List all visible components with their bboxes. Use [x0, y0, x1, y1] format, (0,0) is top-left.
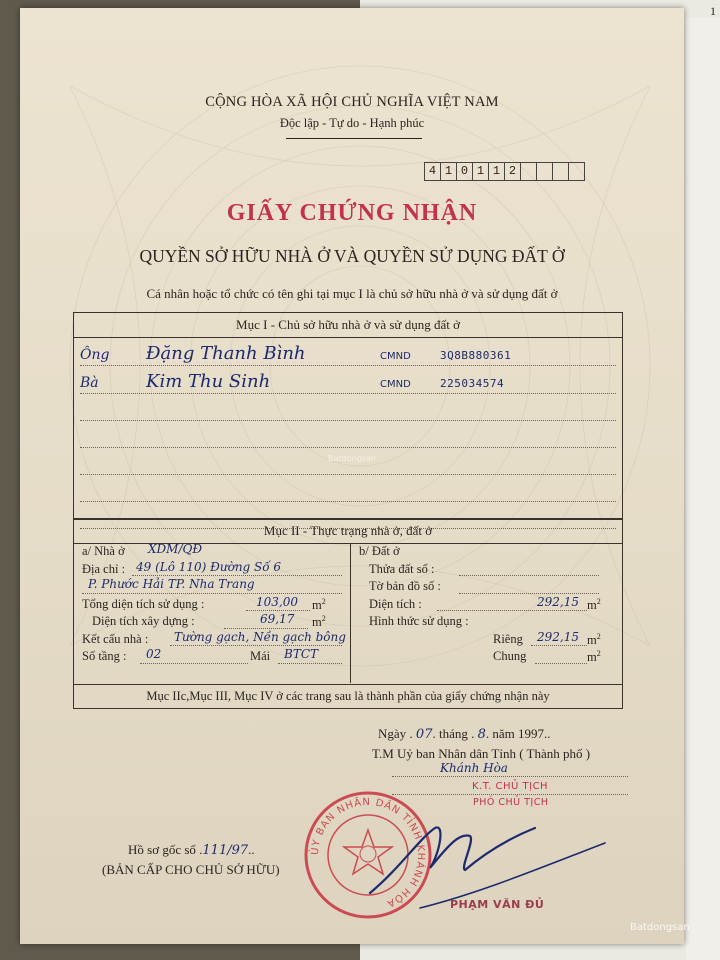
certificate-title: GIẤY CHỨNG NHẬN — [226, 200, 478, 226]
day-label: Ngày — [378, 726, 407, 741]
issue-day: 07 — [415, 727, 433, 742]
total-area-value: 103,00 — [256, 594, 298, 609]
watermark-center: Batdongsan — [328, 454, 376, 463]
file-value: 111/97 — [202, 843, 249, 858]
section-continuation-note: Mục IIc,Mục III, Mục IV ở các trang sau là thành phần của giấy chứng nhận này — [73, 684, 623, 709]
address-label: Địa chỉ : — [82, 561, 126, 576]
roof-value: BTCT — [284, 647, 319, 661]
land-unit: m — [587, 597, 597, 612]
owner-name: Kim Thu Sinh — [146, 371, 271, 392]
floors-value: 02 — [146, 647, 162, 661]
blank-line — [80, 475, 616, 502]
roof-label: Mái — [250, 649, 271, 663]
section-owners — [73, 312, 623, 520]
certificate-page — [20, 8, 684, 944]
section-property — [73, 518, 623, 685]
built-area-label: Diện tích xây dựng : — [92, 614, 195, 628]
serial-cell: 1 — [472, 162, 489, 181]
built-area-value: 69,17 — [260, 612, 295, 626]
signatory-title: PHÓ CHỦ TỊCH — [473, 797, 549, 808]
serial-cell: 4 — [424, 162, 441, 181]
certificate-note: Cá nhân hoặc tổ chức có tên ghi tại mục I là chủ sở hữu nhà ở và sử dụng đất ở — [146, 286, 558, 301]
land-area-label: Diện tích : — [369, 596, 422, 611]
land-unit: m — [587, 650, 597, 665]
private-use-value: 292,15 — [537, 629, 579, 644]
house-column: a/ Nhà ở XDM/QĐ Địa chỉ : 49 (Lô 110) Đường Số 6 P. Phước Hải TP. Nha Trang Tổng diện tích sử dụng : 103,00 $m^2$ Diện tích xây dựng : 69,17 $m^2$ Kết cấu nhà : Tường gạch, Nền gạch bông Số tầng : 02 Mái BTCT — [74, 543, 351, 683]
file-label: Hồ sơ gốc số — [128, 842, 196, 857]
house-label: a/ Nhà ở — [82, 544, 125, 558]
house-type-value: XDM/QĐ — [148, 542, 203, 556]
owner-row — [80, 338, 616, 366]
structure-label: Kết cấu nhà : — [82, 631, 149, 646]
house-unit: m — [312, 615, 322, 630]
province-name: Khánh Hòa — [440, 761, 508, 775]
side-paper-strip — [686, 18, 720, 960]
owner-name: Đặng Thanh Bình — [146, 343, 306, 364]
issuing-committee: T.M Uỷ ban Nhân dân Tỉnh ( Thành phố ) — [372, 746, 591, 761]
owner-row — [80, 366, 616, 394]
year-label: năm 1997 — [492, 726, 545, 741]
serial-cell — [568, 162, 585, 181]
address-line-2: P. Phước Hải TP. Nha Trang — [88, 577, 255, 591]
serial-cell: 2 — [504, 162, 521, 181]
signatory-role: K.T. CHỦ TỊCH — [472, 781, 549, 792]
serial-cell — [520, 162, 537, 181]
month-label: tháng — [438, 726, 468, 741]
owner-id: 3Q8B880361 — [440, 349, 512, 362]
motto-underline — [286, 138, 422, 139]
original-file-number: Hồ sơ gốc số .111/97.. — [128, 842, 255, 858]
issue-month: 8 — [477, 727, 486, 742]
edge-number: 1 — [710, 4, 716, 18]
owner-title: Ông — [80, 347, 110, 363]
land-use-label: Hình thức sử dụng : — [369, 614, 469, 628]
owner-id-label: CMND — [380, 351, 411, 362]
country-name: CỘNG HÒA XÃ HỘI CHỦ NGHĨA VIỆT NAM — [205, 94, 499, 110]
shared-use-label: Chung — [493, 649, 527, 663]
section-property-heading: Mục II - Thực trạng nhà ở, đất ở — [74, 518, 622, 544]
serial-number-boxes — [425, 162, 585, 181]
issue-date: Ngày . 07. tháng . 8. năm 1997.. — [378, 726, 551, 742]
serial-cell — [536, 162, 553, 181]
house-unit: m — [312, 597, 322, 612]
serial-cell: 0 — [456, 162, 473, 181]
owner-id: 225034574 — [440, 377, 505, 390]
owner-title: Bà — [80, 375, 99, 391]
blank-line — [80, 394, 616, 421]
serial-cell: 1 — [440, 162, 457, 181]
serial-cell — [552, 162, 569, 181]
private-use-label: Riêng — [493, 631, 523, 646]
national-motto: Độc lập - Tự do - Hạnh phúc — [279, 116, 425, 130]
land-label: b/ Đất ở — [359, 544, 400, 558]
map-sheet-label: Tờ bản đồ số : — [369, 579, 441, 593]
plot-label: Thửa đất số : — [369, 561, 435, 576]
structure-value: Tường gạch, Nền gạch bông — [174, 629, 346, 644]
certificate-subtitle: QUYỀN SỞ HỮU NHÀ Ở VÀ QUYỀN SỬ DỤNG ĐẤT Ở — [139, 246, 565, 266]
owner-id-label: CMND — [380, 379, 411, 390]
seal-text: ỦY BAN NHÂN DÂN TỈNH KHÁNH HÒA — [309, 796, 427, 910]
watermark-corner: Batdongsan — [630, 922, 690, 933]
total-area-label: Tổng diện tích sử dụng : — [82, 596, 205, 611]
land-column: b/ Đất ở Thửa đất số : Tờ bản đồ số : Diện tích : 292,15 $m^2$ Hình thức sử dụng : Riêng 292,15 $m^2$ Chung $m^2$ — [359, 544, 601, 665]
province-dotted-line — [392, 776, 628, 777]
land-area-value: 292,15 — [537, 594, 579, 609]
serial-cell: 1 — [488, 162, 505, 181]
issued-to-owner: (BẢN CẤP CHO CHỦ SỞ HỮU) — [102, 862, 280, 877]
address-line-1: 49 (Lô 110) Đường Số 6 — [136, 559, 282, 574]
signer-name: PHẠM VĂN ĐỦ — [450, 898, 545, 911]
land-unit: m — [587, 632, 597, 647]
blank-line — [80, 421, 616, 448]
section-owners-heading: Mục I - Chủ sở hữu nhà ở và sử dụng đất ở — [74, 313, 622, 338]
floors-label: Số tầng : — [82, 649, 127, 663]
